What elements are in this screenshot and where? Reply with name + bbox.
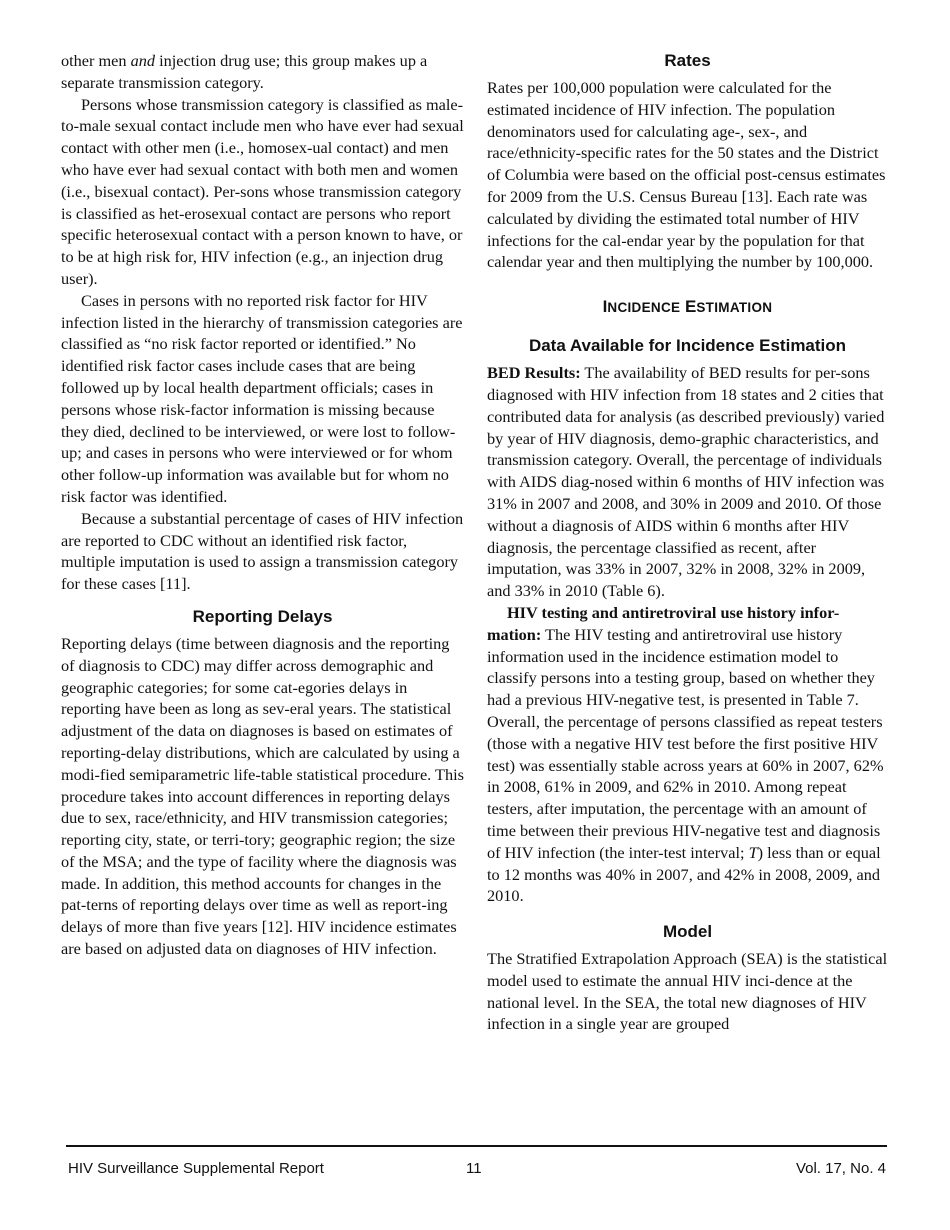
- paragraph: Because a substantial percentage of cases of HIV infection are reported to CDC without an identified risk factor, multiple imputation is used to assign a transmission category for these cases [11].: [61, 508, 464, 594]
- paragraph: Persons whose transmission category is classified as male-to-male sexual contact include men who have ever had sexual contact with other men (i.e., homosex-ual contact) and men who have ever had sexual contact with both men and women (i.e., bisexual contact). Per-sons whose transmission category is classified as het-erosexual contact are persons who report specific heterosexual contact with a person known to have, or to be at high risk for, HIV infection (e.g., an injection drug user).: [61, 94, 464, 288]
- footer-report-title: HIV Surveillance Supplemental Report: [68, 1160, 324, 1177]
- paragraph: other men and injection drug use; this group makes up a separate transmission category.: [61, 51, 428, 92]
- paragraph: The Stratified Extrapolation Approach (SEA) is the statistical model used to estimate the annual HIV inci-dence at the national level. In the SEA, the total new diagnoses of HIV infection in a single year are grouped: [487, 949, 888, 1034]
- left-column: [61, 50, 464, 960]
- section-heading-rates: Rates: [664, 51, 711, 70]
- footer-volume: Vol. 17, No. 4: [795, 1160, 886, 1177]
- section-heading-data-available: Data Available for Incidence Estimation: [528, 336, 847, 356]
- paragraph: BED Results: The availability of BED results for per-sons diagnosed with HIV infection from 18 states and 2 cities that contributed data for analysis (as described previously) varied by year of HIV diagnosis, demo-graphic characteristics, and transmission category. Overall, the percentage of individuals with AIDS diag-nosed within 6 months of HIV infection was 31% in 2007 and 2008, and 30% in 2009 and 2010. Of those without a diagnosis of AIDS within 6 months after HIV diagnosis, the percentage classified as recent, after imputation, was 33% in 2007, 32% in 2008, 32% in 2009, and 33% in 2010 (Table 6).: [487, 363, 885, 601]
- paragraph: HIV testing and antiretroviral use history infor-mation: The HIV testing and antiretroviral use history information used in the incidence estimation model to classify persons into a testing group, based on whether they had a previous HIV-negative test, is presented in Table 7. Overall, the percentage of persons classified as repeat testers (those with a negative HIV test before the first positive HIV test) was essentially stable across years at 60% in 2007, 62% in 2008, 61% in 2009, and 62% in 2010. Among repeat testers, after imputation, the percentage with an amount of time between their previous HIV-negative test and diagnosis of HIV infection (the inter-test interval; T) less than or equal to 12 months was 40% in 2007, and 42% in 2008, 2009, and 2010.: [487, 602, 884, 906]
- paragraph: Reporting delays (time between diagnosis and the reporting of diagnosis to CDC) may differ across demographic and geographic categories; for some cat-egories delays in reporting have been as long as sev-eral years. The statistical adjustment of the data on diagnoses is based on estimates of reporting-delay distributions, which are calculated by using a modi-fied semiparametric life-table statistical procedure. This procedure takes into account differences in reporting delays due to sex, race/ethnicity, and HIV transmission categories; reporting city, state, or terri-tory; geographic region; the size of the MSA; and the type of facility where the diagnosis was made. In addition, this method accounts for changes in the pat-terns of reporting delays over time as well as report-ing delays of more than five years [12]. HIV incidence estimates are based on adjusted data on diagnoses of HIV infection.: [61, 633, 464, 959]
- section-heading-reporting-delays: Reporting Delays: [192, 606, 333, 626]
- paragraph: Rates per 100,000 population were calculated for the estimated incidence of HIV infection. The population denominators used for calculating age-, sex-, and race/ethnicity-specific rates for the 50 states and the District of Columbia were based on the official post-census estimates for 2009 from the U.S. Census Bureau [13]. Each rate was calculated by dividing the estimated total number of HIV infections for the cal-endar year by the population for that calendar year and then multiplying the number by 100,000.: [487, 78, 886, 272]
- paragraph: Cases in persons with no reported risk factor for HIV infection listed in the hierarchy of transmission categories are classified as “no risk factor reported or identified.” No identified risk factor cases include cases that are being followed up by local health department officials; cases in persons whose risk-factor information is missing because they died, declined to be interviewed, or were lost to follow-up; and cases in persons who were interviewed or for whom other follow-up information was available but for whom no risk factor was identified.: [61, 290, 463, 506]
- section-heading-model: Model: [662, 922, 713, 942]
- footer-rule: [66, 1145, 887, 1147]
- footer-page-number: 11: [466, 1160, 482, 1177]
- section-title-incidence-estimation: INCIDENCE ESTIMATION: [602, 297, 773, 317]
- right-column: [487, 50, 888, 1035]
